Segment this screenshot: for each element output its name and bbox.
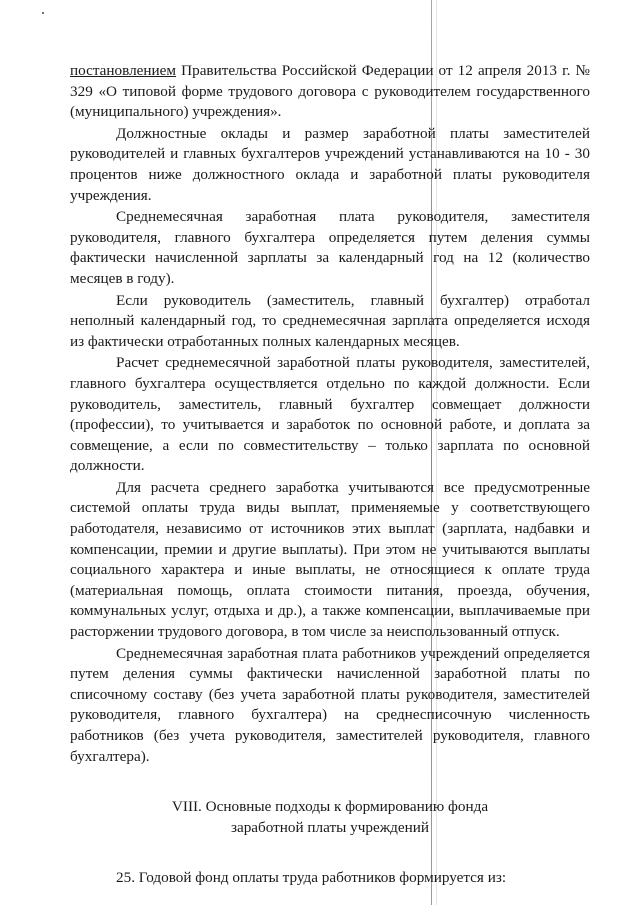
section-heading-line-1: VIII. Основные подходы к формированию фонда <box>171 798 489 816</box>
paragraph-average-salary-workers: Среднемесячная заработная плата работников учреждений определяется путем деления суммы фактически начисленной заработной платы по списочному составу (без учета заработной платы руководителя, заместителей руководителя, главного бухгалтера) на среднесписочную численность работников (без учета руководителя, заместителей руководителя, главного бухгалтера). <box>70 644 590 765</box>
underlined-word: постановлением <box>70 62 177 79</box>
paragraph-deputy-salaries: Должностные оклады и размер заработной платы заместителей руководителей и главных бухгалтеров учреждений устанавливаются на 10 - 30 процентов ниже должностного оклада и заработной платы руководителя учреждения. <box>70 124 590 204</box>
section-heading <box>70 797 590 838</box>
paragraph-continuation <box>70 61 590 123</box>
paragraph-calculation-per-position: Расчет среднемесячной заработной платы руководителя, заместителей, главного бухгалтера осуществляется отдельно по каждой должности. Если руководитель, заместитель, главный бухгалтер совмещает должности (профессии), то учитывается и заработок по основной работе, и доплата за совмещение, а если по совместительству – только зарплата по основной должности. <box>70 354 590 475</box>
scan-speck <box>42 12 44 14</box>
section-heading-line-2: заработной платы учреждений <box>230 818 430 836</box>
document-body <box>70 61 590 889</box>
paragraph-average-salary-head: Среднемесячная заработная плата руководителя, заместителя руководителя, главного бухгалтера определяется путем деления суммы фактически начисленной зарплаты за календарный год на 12 (количество месяцев в году). <box>70 208 590 287</box>
paragraph-continuation-text: Правительства Российской Федерации от 12 апреля 2013 г. № 329 «О типовой форме трудового договора с руководителем государственного (муниципального) учреждения». <box>70 62 590 121</box>
paragraph-payments-included: Для расчета среднего заработка учитываются все предусмотренные системой оплаты труда виды выплат, применяемые у соответствующего работодателя, независимо от источников этих выплат (зарплата, надбавки и компенсации, премии и другие выплаты). При этом не учитываются выплаты социального характера и иные выплаты, не относящиеся к оплате труда (материальная помощь, оплата стоимости питания, проезда, обучения, коммунальных услуг, отдыха и др.), а также компенсации, выплачиваемые при расторжении трудового договора, в том числе за неиспользованный отпуск. <box>70 478 590 641</box>
paragraph-item-25: 25. Годовой фонд оплаты труда работников формируется из: <box>116 869 507 887</box>
paragraph-incomplete-year: Если руководитель (заместитель, главный бухгалтер) отработал неполный календарный год, то среднемесячная зарплата определяется исходя из фактически отработанных полных календарных месяцев. <box>70 291 590 350</box>
